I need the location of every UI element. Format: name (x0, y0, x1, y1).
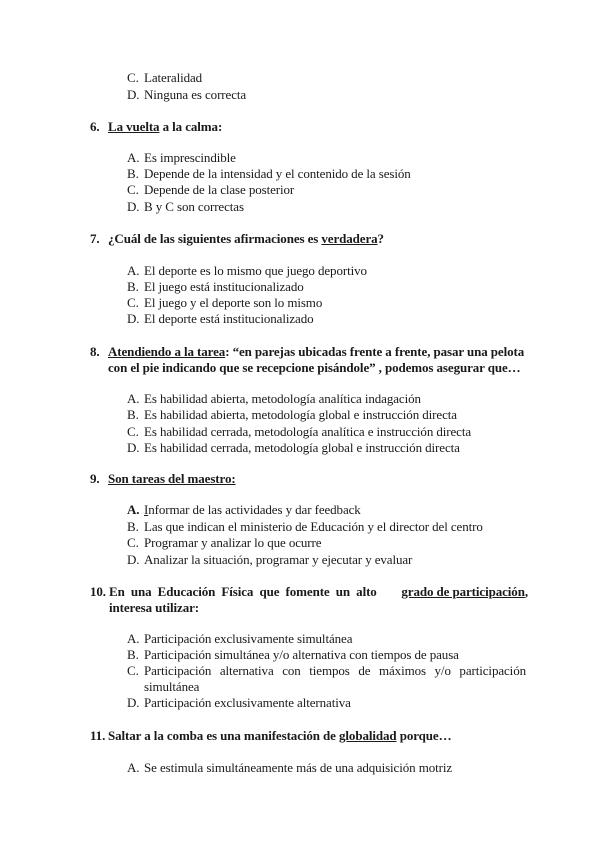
option-10c-line2: simultánea (144, 679, 200, 694)
option-9d: D. Analizar la situación, programar y ejecutar y evaluar (127, 552, 413, 567)
question-6: 6. La vuelta a la calma: (90, 119, 223, 134)
question-7: 7. ¿Cuál de las siguientes afirmaciones es verdadera? (90, 231, 384, 246)
question-8: 8. Atendiendo a la tarea: “en parejas ubicadas frente a frente, pasar una pelota (90, 344, 525, 359)
option-7c: C. El juego y el deporte son lo mismo (127, 295, 323, 310)
question-8-line2: con el pie indicando que se recepcione pisándole” , podemos asegurar que… (108, 360, 521, 375)
option-10d: D. Participación exclusivamente alternativa (127, 695, 351, 710)
option-6b: B. Depende de la intensidad y el contenido de la sesión (127, 166, 411, 181)
option-10a: A. Participación exclusivamente simultánea (127, 631, 353, 646)
option-6d: D. B y C son correctas (127, 199, 244, 214)
option-5c: C. Lateralidad (127, 70, 203, 85)
option-10c: C. Participación alternativa con tiempos de máximos y/o participación (127, 663, 526, 678)
option-9a: A. Informar de las actividades y dar feedback (127, 502, 361, 517)
option-7b: B. El juego está institucionalizado (127, 279, 304, 294)
question-10-line2: interesa utilizar: (109, 600, 200, 615)
option-7d: D. El deporte está institucionalizado (127, 311, 314, 326)
question-10: 10. En una Educación Física que fomente un alto grado de participación , (90, 584, 528, 599)
option-8b: B. Es habilidad abierta, metodología global e instrucción directa (127, 407, 457, 422)
option-6c: C. Depende de la clase posterior (127, 182, 295, 197)
question-9: 9. Son tareas del maestro: (90, 471, 236, 486)
question-10-text: En una Educación Física que fomente un alto (109, 584, 377, 599)
option-9c: C. Programar y analizar lo que ocurre (127, 535, 322, 550)
option-8c: C. Es habilidad cerrada, metodología analítica e instrucción directa (127, 424, 472, 439)
option-7a: A. El deporte es lo mismo que juego deportivo (127, 263, 367, 278)
question-11: 11. Saltar a la comba es una manifestación de globalidad porque… (90, 728, 452, 743)
option-8a: A. Es habilidad abierta, metodología analítica indagación (127, 391, 421, 406)
option-6a: A. Es imprescindible (127, 150, 236, 165)
option-8d: D. Es habilidad cerrada, metodología global e instrucción directa (127, 440, 460, 455)
option-5d: D. Ninguna es correcta (127, 87, 247, 102)
option-9b: B. Las que indican el ministerio de Educación y el director del centro (127, 519, 483, 534)
option-10b: B. Participación simultánea y/o alternativa con tiempos de pausa (127, 647, 459, 662)
option-11a: A. Se estimula simultáneamente más de una adquisición motriz (127, 760, 453, 775)
